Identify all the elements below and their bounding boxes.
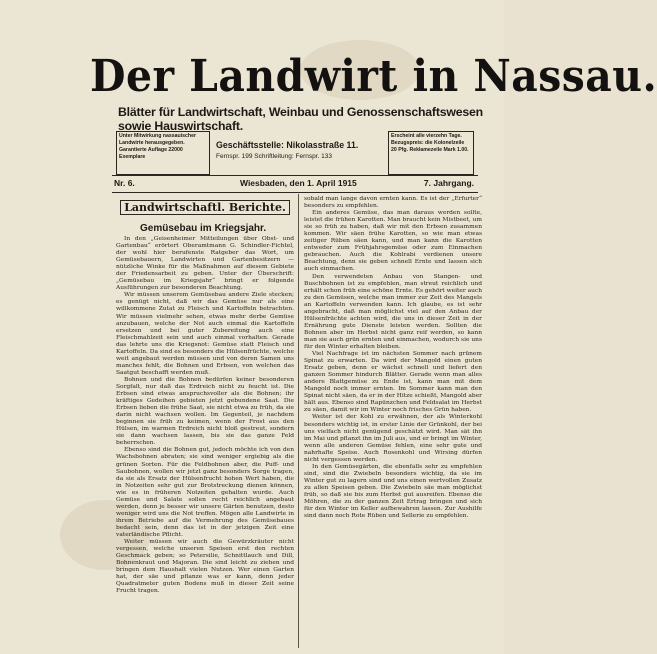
paragraph: Bohnen und die Bohnen bedürfen keiner besonderen Sorgfalt, nur daß das Erdreich nicht zu feucht ist. Die Erbsen sind etwas anspruchsvoller als die Bohnen; ihr kräftiges Gedeihen gebieten jetzt gebundene Saat. Die Erbsen lieben die frühe Saat, sie nicht etwa zu früh, da sie darin nicht wachsen wollen. Im Gegenteil, je nachdem beginnen sie früh zu keimen, wenn der Frost aus den Hülsen, im warmen Erdreich nicht bloß gestreut, sondern sie dann wachsen lassen, bis sie das ganze Feld beherrschen. [116,376,294,447]
article-title: Gemüsebau im Kriegsjahr. [140,223,267,234]
section-heading: Landwirtschaftl. Berichte. [120,200,290,215]
header-rule-bottom [112,192,478,193]
paragraph: sobald man lange davon ernten kann. Es ist der „Erfurter“ besonders zu empfehlen. [304,196,482,210]
volume-number: 7. Jahrgang. [423,178,474,188]
place-date: Wiesbaden, den 1. April 1915 [240,178,357,188]
paragraph: Weiter ist der Kohl zu erwähnen, der als Winterkohl besonders wichtig ist, in erster Linie der Grünkohl, der bei uns vielfach nicht genügend geschätzt wird. Man sät ihn im Mai und pflanzt ihn im Juli aus, und er bringt im Winter, wenn alle anderen Gemüse fehlen, eine sehr gute und nahrhafte Speise. Auch Rosenkohl und Wirsing dürfen nicht vergessen werden. [304,414,482,463]
subscription-info-box: Erscheint alle vierzehn Tage. Bezugspreis: die Kolonelzeile 20 Pfg. Reklamezeile Mark 1.00. [388,131,474,175]
paragraph: Wir müssen unserem Gemüsebau andere Ziele stecken; es genügt nicht, daß wir das Gemüse nur als eine willkommene Zutat zu Fleisch und Kartoffeln betrachten. Wir müssen vielmehr sehen, etwas mehr derbe Gemüse anzubauen, welche der Not auch einmal die Kartoffeln ersetzen und bei guter Zubereitung auch eine Fleischmahlzeit sein und auch einmal vorhalten. Gerade das lehrte uns die Kriegsnot: Gemüse statt Fleisch und Kartoffeln. Da sind es besonders die Hülsenfrüchte, welche weit angebaut werden müssen und von deren Samen uns manches fehlt, die Bohnen und Erbsen, von welchen das Saatgut beschafft werden muß. [116,292,294,376]
column-divider [298,194,299,648]
dateline [112,177,478,191]
paragraph: In den Gemüsegärten, die ebenfalls sehr zu empfehlen sind, sind die Zwiebeln besonders wichtig, da sie im Winter gut zu lagern sind und uns einen wertvollen Zusatz zu allen Speisen geben. Die Zwiebeln säe man möglichst früh, so daß sie bis zum Herbst gut ausreifen. Ebenso die Möhren, die zu der ganzen Zeit Ertrag bringen und sich für den Winter im Keller aufbewahren lassen. Zur Aushilfe sind dann noch Rote Rüben und Sellerie zu empfehlen. [304,463,482,520]
paragraph: Weiter müssen wir auch die Gewürzkräuter nicht vergessen, welche unseren Speisen erst den rechten Geschmack geben; so Petersilie, Schnittlauch und Dill, Bohnenkraut und Majoran. Die sind leicht zu ziehen und bringen dem Haushalt vielen Nutzen. Wer einen Garten hat, der säe und pflanze was er kann, denn jeder Quadratmeter guten Bodens muß in dieser Zeit seine Frucht tragen. [116,539,294,595]
header-rule-top [112,175,478,176]
office-address: Geschäftsstelle: Nikolasstraße 11. [216,140,359,150]
paragraph: In den „Geisenheimer Mitteilungen über Obst- und Gartenbau“ erörtert Oberamtmann G. Schindler-Fichtel, der wohl hier berufenste Ratgeber das Wort, um Gemüsebauern, Landwirten und Gartenbesitzern — nützliche Winke für die Maßnahmen auf diesem Gebiete der Friedensarbeit zu geben. Unter der Überschrift: „Gemüsebau im Kriegsjahr“ bringt er folgende Ausführungen zur besonderen Beachtung. [116,236,294,292]
paragraph: Ein anderes Gemüse, das man daraus werden sollte, leistet die frühen Karotten. Man braucht kein Mistbeet, um sie so früh zu haben, daß wir mit den Erbsen zusammen kommen. Wir säen frühe Karotten, so wie man etwas zeitiger Rüben säen kann, und man kann die Karotten entweder zum Frühjahrsgemüse oder zum Einmachen gebrauchen. Auch die Kohlrabi verdienen unsere Beachtung, denn sie geben schnell Ernte und lassen sich auch einmachen. [304,210,482,273]
publisher-info-box: Unter Mitwirkung nassauischer Landwirte herausgegeben. Garantierte Auflage 22000 Exemplare [116,131,210,175]
masthead-subtitle: Blätter für Landwirtschaft, Weinbau und Genossenschaftswesen [118,105,483,119]
paragraph: Viel Nachfrage ist im nächsten Sommer nach grünem Spinat zu erwarten. Da wird der Mangold einen guten Ersatz geben, denn er wächst schnell und liefert den ganzen Sommer hindurch Blätter. Gerade wenn man alles andere Blattgemüse zu Ende ist, kann man mit dem Mangold noch immer ernten. Im Sommer kann man den Spinat nicht säen, da er in der Hitze schießt, Mangold aber hält aus. Ebenso sind Rapünzchen und Feldsalat im Herbst zu säen, damit wir im Winter noch frisches Grün haben. [304,351,482,414]
text-column-left [116,236,294,646]
text-column-right [304,196,482,646]
issue-number: Nr. 6. [114,178,135,188]
masthead-subtitle-line2: sowie Hauswirtschaft. [118,119,243,133]
paragraph: Den verwendeten Anbau von Stangen- und Buschbohnen ist zu empfehlen, man streut reichlich und erhält schon früh eine schöne Ernte. Es gehört weiter auch zu den Gemüsen, welche man immer zur Zeit des Mangels an Kartoffeln verwenden kann. Ich glaube, es ist sehr angebracht, daß man möglichst viel auf den Anbau der Hülsenfrüchte achten wird, die uns in dieser Zeit in der Ernährung gute Dienste leisten werden. Sollten die Bohnen aber im Herbst nicht ganz reif werden, so kann man sie auch grün ernten und einmachen, wodurch sie uns für den Winter erhalten bleiben. [304,273,482,350]
paragraph: Ebenso sind die Bohnen gut, jedoch möchte ich von den Wachsbohnen abraten; sie sind weniger ergiebig als die grünen Sorten. Für die Feldbohnen aber, die Puff- und Saubohnen, wollen wir jetzt ganz besonders Sorge tragen, da sie als Ersatz der Hülsenfrucht hohen Wert haben, die in Notzeiten sehr gut zur Brotstreckung dienen können, wie es in früheren Notzeiten gehalten wurde. Auch Gemüse und Salate sollen recht reichlich angebaut werden, denn je besser wir unsere Gärten benutzen, desto weniger wird uns die Not treffen. Mögen alle Landwirte in ihrem Betriebe auf die Vermehrung des Gemüsebaues bedacht sein, denn das ist in der jetzigen Zeit eine vaterländische Pflicht. [116,447,294,538]
masthead-title: Der Landwirt in Nassau. [90,51,657,102]
office-phone: Fernspr. 199 Schriftleitung: Fernspr. 133 [216,153,332,160]
